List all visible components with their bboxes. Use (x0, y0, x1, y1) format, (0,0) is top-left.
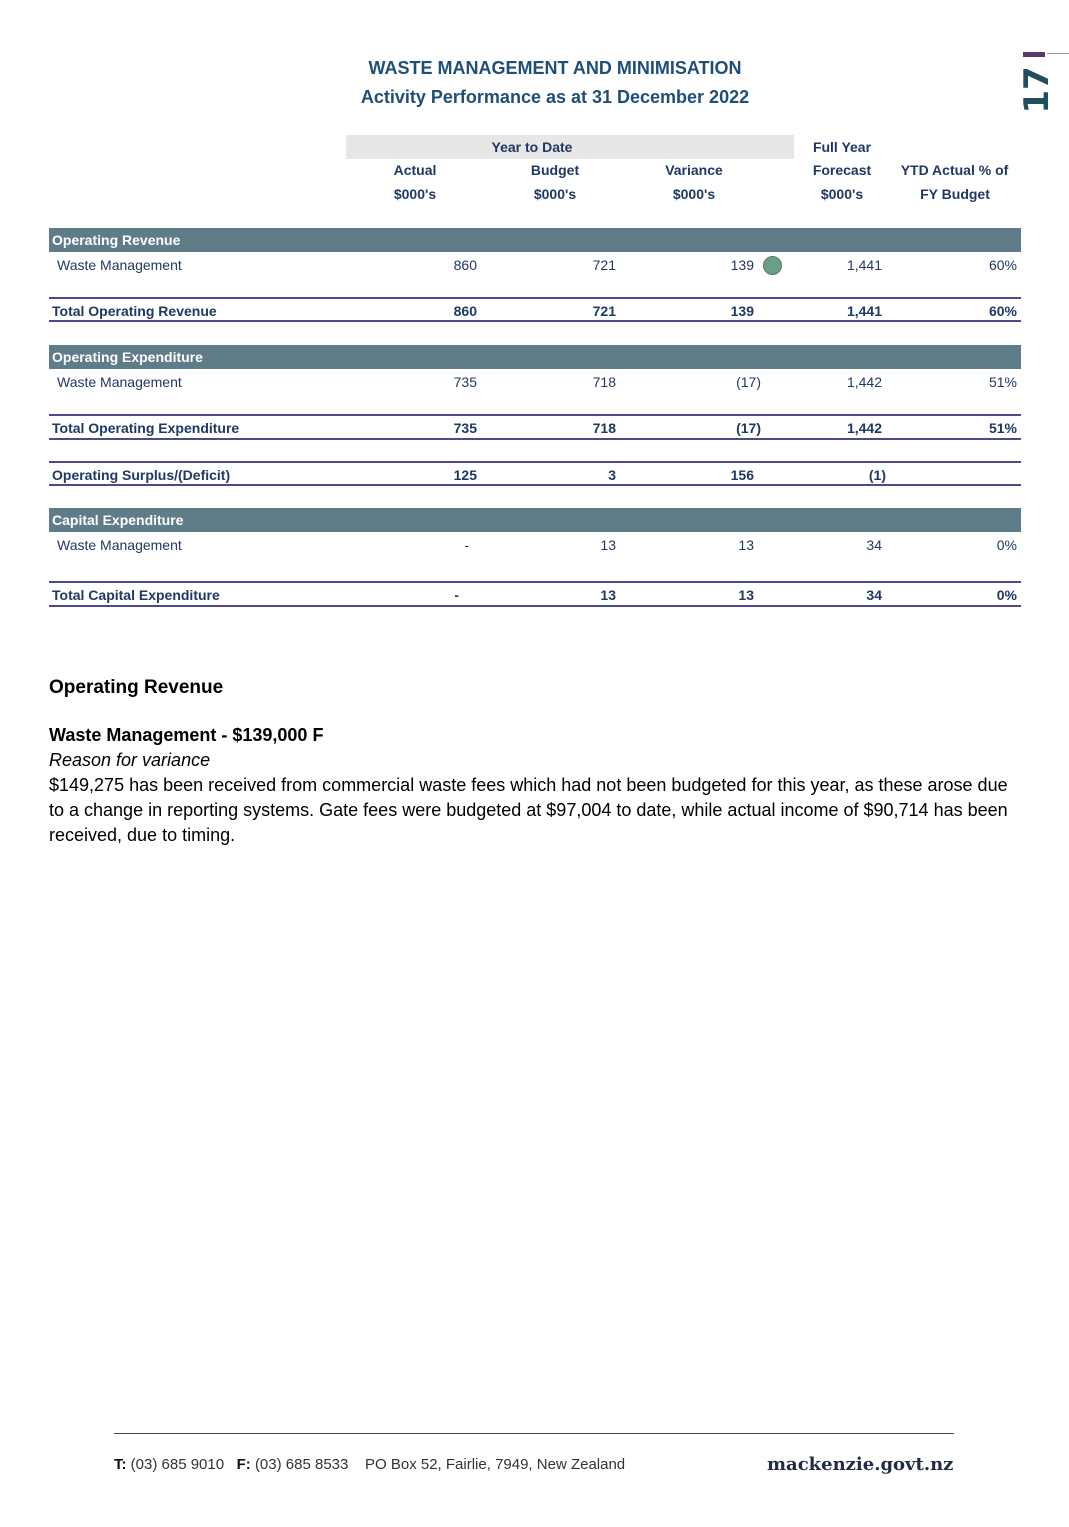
header-full-year: Full Year (812, 139, 872, 155)
table-rule (49, 605, 1021, 607)
table-rule (49, 461, 1021, 463)
cell-budget: 3 (608, 467, 616, 483)
row-label: Waste Management (57, 374, 182, 390)
cell-budget: 721 (592, 303, 616, 319)
cell-pct: 0% (996, 587, 1017, 603)
cell-pct: 60% (988, 303, 1017, 319)
footer-phone: (03) 685 9010 (130, 1456, 225, 1473)
commentary-subheading: Waste Management - $139,000 F (49, 725, 324, 745)
cell-forecast: 34 (866, 587, 882, 603)
cell-variance: 139 (730, 303, 754, 319)
cell-budget: 718 (592, 374, 616, 390)
footer-website-link[interactable]: mackenzie.govt.nz (767, 1454, 954, 1475)
row-label: Total Operating Revenue (52, 303, 217, 319)
commentary-heading: Operating Revenue (49, 677, 224, 698)
cell-variance: 156 (730, 467, 754, 483)
report-subtitle: Activity Performance as at 31 December 2022 (360, 87, 750, 107)
header-ytd-pct: YTD Actual % of (900, 162, 1009, 178)
cell-actual: 735 (453, 420, 477, 436)
cell-budget: 13 (600, 587, 616, 603)
row-label: Waste Management (57, 257, 182, 273)
row-label: Waste Management (57, 537, 182, 553)
table-rule (49, 581, 1021, 583)
section-operating-expenditure: Operating Expenditure (49, 345, 1021, 369)
cell-pct: 0% (996, 537, 1017, 553)
cell-actual: 860 (453, 257, 477, 273)
cell-actual: - (454, 587, 459, 603)
section-operating-revenue: Operating Revenue (49, 228, 1021, 252)
row-label: Operating Surplus/(Deficit) (52, 467, 231, 483)
cell-forecast: 1,441 (846, 257, 882, 273)
table-row (49, 254, 1021, 276)
header-actual-unit: $000's (393, 186, 437, 202)
section-capital-expenditure: Capital Expenditure (49, 508, 1021, 532)
header-forecast-unit: $000's (820, 186, 864, 202)
variance-status-dot (763, 256, 782, 275)
table-rule (49, 484, 1021, 486)
cell-variance: 13 (738, 587, 754, 603)
table-rule (49, 414, 1021, 416)
table-rule (49, 297, 1021, 299)
table-row-surplus (49, 464, 1021, 486)
table-row-total (49, 584, 1021, 606)
cell-forecast: 1,442 (846, 374, 882, 390)
footer-fax-label: F: (236, 1456, 251, 1473)
cell-variance: 13 (738, 537, 754, 553)
table-row (49, 371, 1021, 393)
cell-actual: 860 (453, 303, 477, 319)
cell-variance: 139 (730, 257, 754, 273)
table-row-total (49, 300, 1021, 322)
table-rule (49, 438, 1021, 440)
cell-budget: 13 (600, 537, 616, 553)
table-row-total (49, 417, 1021, 439)
row-label: Total Operating Expenditure (52, 420, 240, 436)
cell-budget: 721 (592, 257, 616, 273)
cell-pct: 51% (988, 420, 1017, 436)
commentary-reason-label: Reason for variance (49, 750, 211, 770)
row-label: Total Capital Expenditure (52, 587, 220, 603)
cell-actual: - (464, 537, 469, 553)
header-budget-unit: $000's (533, 186, 577, 202)
cell-forecast: (1) (868, 467, 886, 483)
cell-forecast: 1,441 (846, 303, 882, 319)
footer-fax: (03) 685 8533 (254, 1456, 349, 1473)
header-fy-budget: FY Budget (920, 186, 990, 202)
header-actual: Actual (393, 162, 437, 178)
header-year-to-date: Year to Date (491, 139, 573, 155)
page-number-accent (1023, 52, 1045, 57)
header-variance: Variance (665, 162, 723, 178)
page-number: 17 (1017, 66, 1057, 114)
cell-pct: 51% (988, 374, 1017, 390)
footer-phone-label: T: (114, 1456, 127, 1473)
cell-budget: 718 (592, 420, 616, 436)
table-rule (49, 320, 1021, 322)
page-number-rule (1047, 53, 1069, 54)
cell-variance: (17) (736, 374, 761, 390)
cell-forecast: 34 (866, 537, 882, 553)
header-budget: Budget (530, 162, 580, 178)
cell-actual: 125 (453, 467, 477, 483)
header-forecast: Forecast (812, 162, 872, 178)
cell-pct: 60% (988, 257, 1017, 273)
cell-actual: 735 (453, 374, 477, 390)
header-variance-unit: $000's (672, 186, 716, 202)
footer-rule (114, 1433, 954, 1434)
cell-variance: (17) (736, 420, 761, 436)
report-title: WASTE MANAGEMENT AND MINIMISATION (368, 58, 742, 78)
commentary-paragraph: $149,275 has been received from commercial waste fees which had not been budgeted for this year, as these arose due to a change in reporting systems. Gate fees were budgeted at $97,004 to date, while actual income of $90,714 has been received, due to timing. (49, 775, 1008, 845)
table-row (49, 534, 1021, 556)
footer-address: PO Box 52, Fairlie, 7949, New Zealand (365, 1456, 626, 1473)
cell-forecast: 1,442 (846, 420, 882, 436)
footer-contact (114, 1456, 625, 1473)
